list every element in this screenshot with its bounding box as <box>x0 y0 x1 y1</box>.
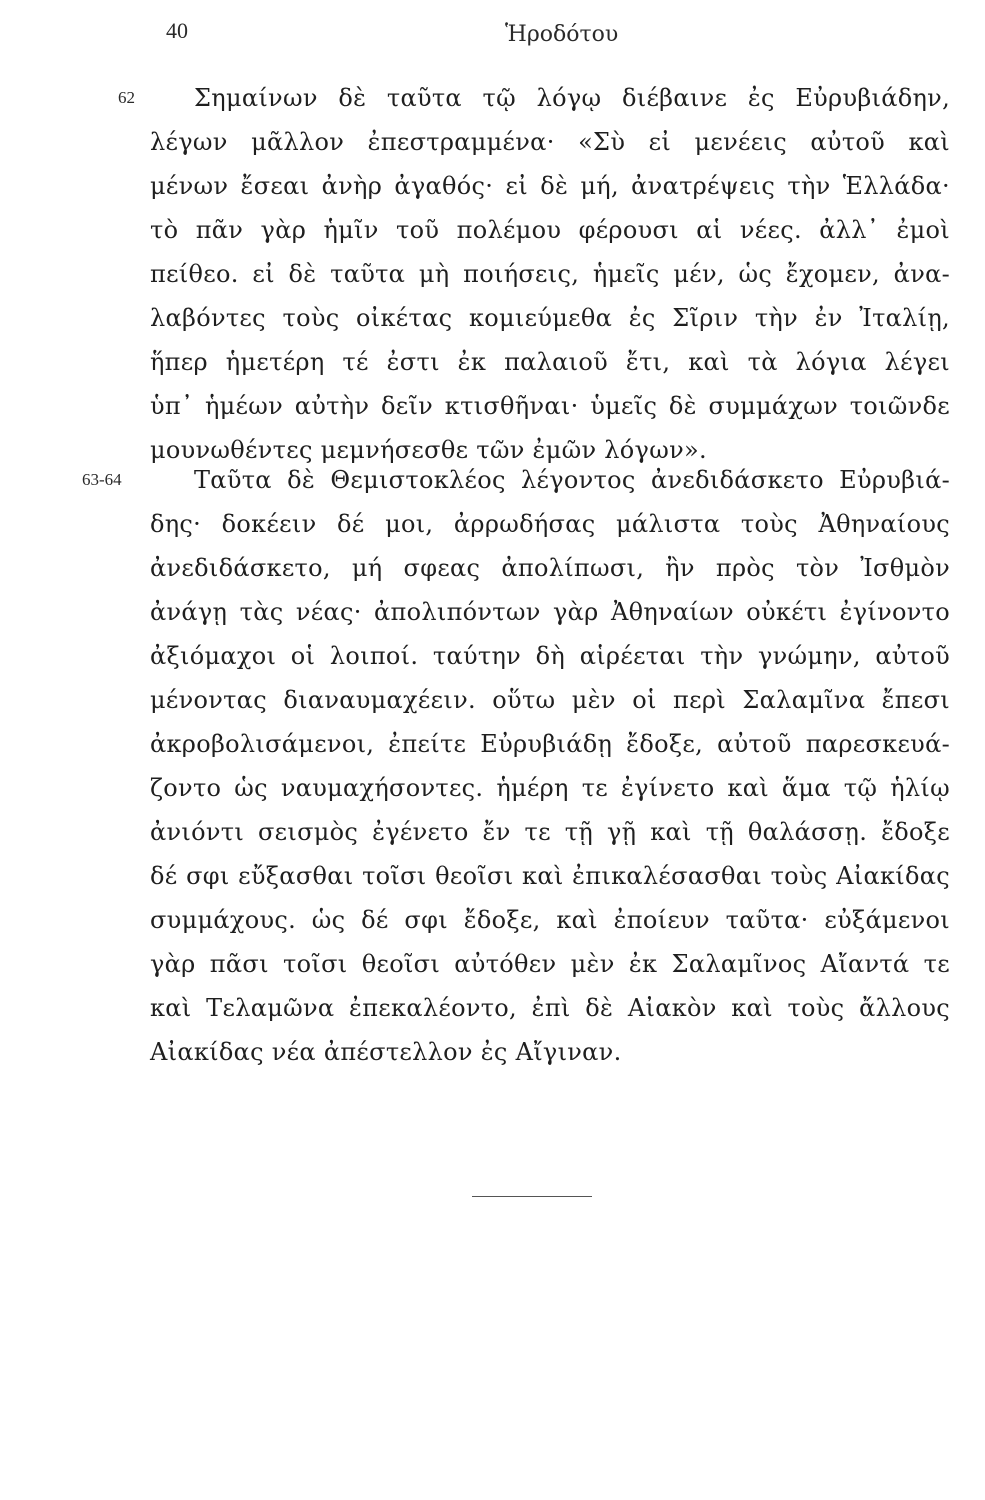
running-title: Ἡροδότου <box>505 22 619 47</box>
text-line: πείθεο. εἰ δὲ ταῦτα μὴ ποιήσεις, ἡμεῖς μέν, ὡς ἔχομεν, ἀνα- <box>150 260 950 288</box>
text-line: μένων ἔσεαι ἀνὴρ ἀγαθός· εἰ δὲ μή, ἀνατρέψεις τὴν Ἑλλάδα· <box>150 172 950 200</box>
chapter-marker-62: 62 <box>118 88 135 107</box>
text-line: λέγων μᾶλλον ἐπεστραμμένα· «Σὺ εἰ μενέεις αὐτοῦ καὶ <box>150 128 950 156</box>
page-number: 40 <box>166 18 188 43</box>
text-line: ἀνιόντι σεισμὸς ἐγένετο ἔν τε τῇ γῇ καὶ τῇ θαλάσσῃ. ἔδοξε <box>150 818 950 846</box>
section-end-rule <box>472 1196 592 1197</box>
text-line: δης· δοκέειν δέ μοι, ἀρρωδήσας μάλιστα τοὺς Ἀθηναίους <box>150 510 950 538</box>
text-line: μουνωθέντες μεμνήσεσθε τῶν ἐμῶν λόγων». <box>150 436 707 464</box>
text-line: ἀνεδιδάσκετο, μή σφεας ἀπολίπωσι, ἢν πρὸς τὸν Ἰσθμὸν <box>150 554 950 582</box>
text-line: συμμάχους. ὡς δέ σφι ἔδοξε, καὶ ἐποίευν ταῦτα· εὐξάμενοι <box>150 906 950 934</box>
text-line: Αἰακίδας νέα ἀπέστελλον ἐς Αἴγιναν. <box>150 1038 622 1066</box>
text-line: μένοντας διαναυμαχέειν. οὕτω μὲν οἱ περὶ Σαλαμῖνα ἔπεσι <box>150 686 950 714</box>
text-line: γὰρ πᾶσι τοῖσι θεοῖσι αὐτόθεν μὲν ἐκ Σαλαμῖνος Αἴαντά τε <box>150 950 950 978</box>
text-line: ὑπ᾽ ἡμέων αὐτὴν δεῖν κτισθῆναι· ὑμεῖς δὲ συμμάχων τοιῶνδε <box>150 392 950 420</box>
text-line: καὶ Τελαμῶνα ἐπεκαλέοντο, ἐπὶ δὲ Αἰακὸν καὶ τοὺς ἄλλους <box>150 994 950 1022</box>
text-line: ἀκροβολισάμενοι, ἐπείτε Εὐρυβιάδῃ ἔδοξε, αὐτοῦ παρεσκευά- <box>150 730 950 758</box>
chapter-marker-63-64: 63-64 <box>82 470 122 489</box>
text-line: δέ σφι εὔξασθαι τοῖσι θεοῖσι καὶ ἐπικαλέσασθαι τοὺς Αἰακίδας <box>150 862 950 890</box>
paragraph-62 <box>150 76 950 472</box>
text-line: ἥπερ ἡμετέρη τέ ἐστι ἐκ παλαιοῦ ἔτι, καὶ τὰ λόγια λέγει <box>150 348 950 376</box>
paragraph-63-64 <box>150 458 950 1074</box>
text-line: ἀνάγῃ τὰς νέας· ἀπολιπόντων γὰρ Ἀθηναίων οὐκέτι ἐγίνοντο <box>150 598 950 626</box>
text-line: Σημαίνων δὲ ταῦτα τῷ λόγῳ διέβαινε ἐς Εὐρυβιάδην, <box>194 84 950 112</box>
page-header <box>0 18 985 58</box>
text-line: ἀξιόμαχοι οἱ λοιποί. ταύτην δὴ αἱρέεται τὴν γνώμην, αὐτοῦ <box>150 642 950 670</box>
text-line: ζοντο ὡς ναυμαχήσοντες. ἡμέρη τε ἐγίνετο καὶ ἅμα τῷ ἡλίῳ <box>150 774 950 802</box>
text-line: λαβόντες τοὺς οἰκέτας κομιεύμεθα ἐς Σῖριν τὴν ἐν Ἰταλίῃ, <box>150 304 950 332</box>
text-line: Ταῦτα δὲ Θεμιστοκλέος λέγοντος ἀνεδιδάσκετο Εὐρυβιά- <box>194 466 950 494</box>
text-line: τὸ πᾶν γὰρ ἡμῖν τοῦ πολέμου φέρουσι αἱ νέες. ἀλλ᾽ ἐμοὶ <box>150 216 950 244</box>
